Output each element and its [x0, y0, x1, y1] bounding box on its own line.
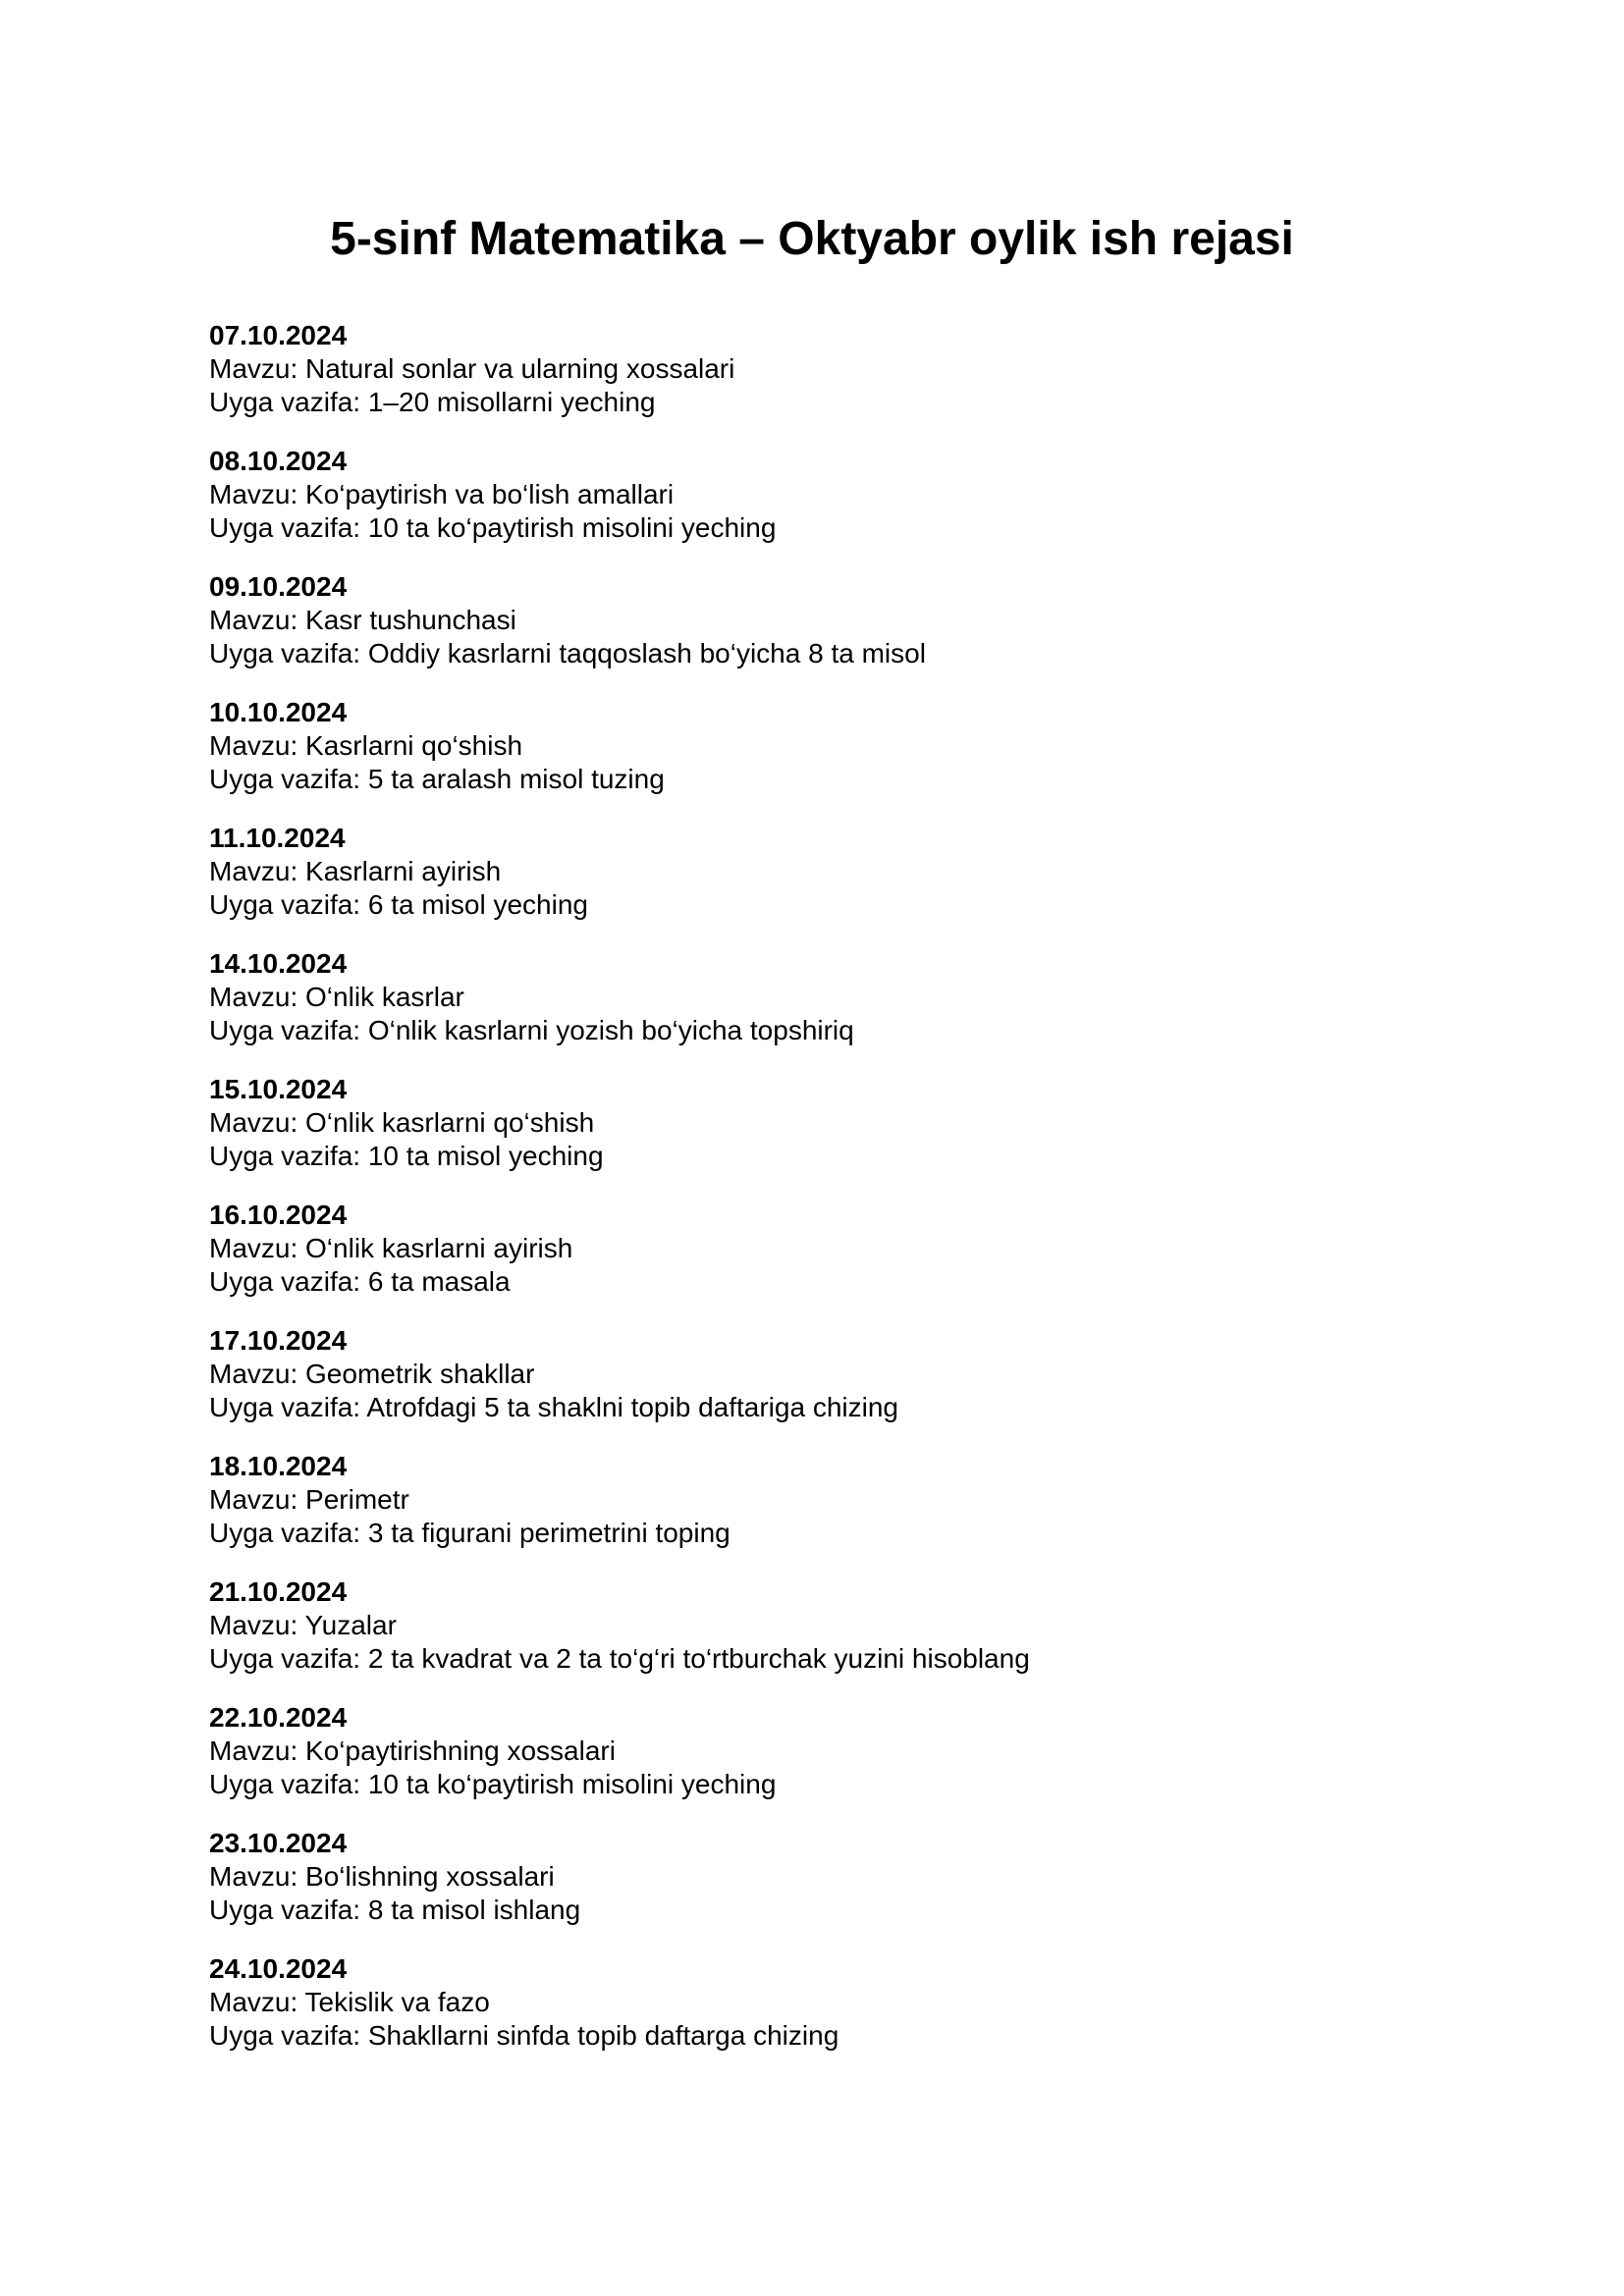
lesson-entry: [209, 696, 1427, 796]
entry-homework: Shakllarni sinfda topib daftarga chizing: [367, 2020, 839, 2051]
entry-topic: Ko‘paytirishning xossalari: [305, 1735, 616, 1766]
lesson-entry: [209, 1701, 1427, 1801]
entry-topic: O‘nlik kasrlarni qo‘shish: [305, 1107, 595, 1138]
lesson-entry: [209, 822, 1427, 922]
entry-topic-line: [209, 1860, 1427, 1894]
entry-date: 10.10.2024: [209, 697, 348, 727]
entry-date: 18.10.2024: [209, 1451, 348, 1481]
topic-label: Mavzu:: [209, 1735, 306, 1766]
lesson-entry: [209, 570, 1427, 670]
entry-homework-line: [209, 1140, 1427, 1173]
entry-homework: 6 ta misol yeching: [367, 889, 588, 920]
entry-topic-line: [209, 981, 1427, 1014]
entry-homework-line: [209, 763, 1427, 796]
entry-homework-line: [209, 1014, 1427, 1047]
entry-homework: 5 ta aralash misol tuzing: [367, 764, 665, 794]
entry-homework-line: [209, 2019, 1427, 2053]
entry-topic: Kasrlarni qo‘shish: [305, 730, 523, 761]
topic-label: Mavzu:: [209, 1107, 306, 1138]
entry-homework: 10 ta ko‘paytirish misolini yeching: [367, 1769, 777, 1799]
lesson-entry: [209, 1073, 1427, 1173]
topic-label: Mavzu:: [209, 730, 306, 761]
entry-homework: 10 ta misol yeching: [367, 1141, 604, 1171]
topic-label: Mavzu:: [209, 605, 306, 635]
entry-topic: Kasr tushunchasi: [305, 605, 516, 635]
lesson-entry: [209, 1575, 1427, 1676]
entry-homework: Atrofdagi 5 ta shaklni topib daftariga chizing: [366, 1392, 898, 1422]
entry-homework: 8 ta misol ishlang: [367, 1895, 581, 1925]
topic-label: Mavzu:: [209, 1484, 306, 1515]
lesson-entry: [209, 1199, 1427, 1299]
topic-label: Mavzu:: [209, 1987, 305, 2017]
entry-homework: O‘nlik kasrlarni yozish bo‘yicha topshiriq: [367, 1015, 854, 1045]
entry-topic-line: [209, 604, 1427, 637]
topic-label: Mavzu:: [209, 1233, 306, 1263]
homework-label: Uyga vazifa:: [209, 2020, 368, 2051]
homework-label: Uyga vazifa:: [209, 764, 368, 794]
entry-topic-line: [209, 1483, 1427, 1517]
homework-label: Uyga vazifa:: [209, 1266, 368, 1297]
entry-topic-line: [209, 1358, 1427, 1391]
entry-topic-line: [209, 1986, 1427, 2019]
entry-homework-line: [209, 386, 1427, 419]
entry-date: 17.10.2024: [209, 1325, 348, 1356]
entry-topic: Geometrik shakllar: [305, 1359, 535, 1389]
entry-topic: Yuzalar: [304, 1610, 397, 1640]
homework-label: Uyga vazifa:: [209, 1769, 368, 1799]
entry-topic: O‘nlik kasrlar: [305, 982, 464, 1012]
entry-topic-line: [209, 1735, 1427, 1768]
entry-date: 08.10.2024: [209, 446, 348, 476]
entry-date: 21.10.2024: [209, 1576, 348, 1607]
entry-date: 24.10.2024: [209, 1953, 348, 1984]
entry-homework-line: [209, 1642, 1427, 1676]
lesson-entries: [209, 319, 1427, 2078]
lesson-entry: [209, 947, 1427, 1047]
lesson-entry: [209, 1952, 1427, 2053]
entry-date: 15.10.2024: [209, 1074, 348, 1104]
topic-label: Mavzu:: [209, 479, 306, 509]
entry-topic-line: [209, 855, 1427, 888]
homework-label: Uyga vazifa:: [209, 889, 368, 920]
homework-label: Uyga vazifa:: [209, 1895, 368, 1925]
homework-label: Uyga vazifa:: [209, 1392, 367, 1422]
entry-topic-line: [209, 352, 1427, 386]
entry-date: 16.10.2024: [209, 1200, 348, 1230]
entry-topic-line: [209, 1106, 1427, 1140]
entry-homework: Oddiy kasrlarni taqqoslash bo‘yicha 8 ta misol: [367, 638, 926, 668]
homework-label: Uyga vazifa:: [209, 638, 368, 668]
lesson-entry: [209, 319, 1427, 419]
entry-topic-line: [209, 1609, 1427, 1642]
lesson-entry: [209, 1324, 1427, 1424]
entry-homework-line: [209, 1265, 1427, 1299]
entry-topic: Bo‘lishning xossalari: [305, 1861, 555, 1892]
homework-label: Uyga vazifa:: [209, 1643, 368, 1674]
entry-date: 23.10.2024: [209, 1828, 348, 1858]
entry-date: 07.10.2024: [209, 320, 348, 350]
topic-label: Mavzu:: [209, 856, 306, 886]
entry-date: 11.10.2024: [209, 823, 346, 853]
entry-homework-line: [209, 1894, 1427, 1927]
entry-topic-line: [209, 729, 1427, 763]
entry-homework-line: [209, 888, 1427, 922]
entry-topic-line: [209, 1232, 1427, 1265]
homework-label: Uyga vazifa:: [209, 387, 368, 417]
homework-label: Uyga vazifa:: [209, 1141, 368, 1171]
entry-date: 09.10.2024: [209, 571, 348, 602]
entry-homework: 10 ta ko‘paytirish misolini yeching: [367, 512, 777, 543]
homework-label: Uyga vazifa:: [209, 1015, 368, 1045]
entry-homework-line: [209, 511, 1427, 545]
topic-label: Mavzu:: [209, 1861, 306, 1892]
entry-date: 14.10.2024: [209, 948, 348, 979]
lesson-entry: [209, 445, 1427, 545]
topic-label: Mavzu:: [209, 1610, 305, 1640]
lesson-entry: [209, 1450, 1427, 1550]
entry-homework-line: [209, 637, 1427, 670]
entry-topic: O‘nlik kasrlarni ayirish: [305, 1233, 573, 1263]
entry-topic: Ko‘paytirish va bo‘lish amallari: [305, 479, 675, 509]
entry-topic: Natural sonlar va ularning xossalari: [305, 353, 735, 384]
homework-label: Uyga vazifa:: [209, 1518, 368, 1548]
topic-label: Mavzu:: [209, 982, 306, 1012]
homework-label: Uyga vazifa:: [209, 512, 368, 543]
entry-topic: Tekislik va fazo: [304, 1987, 490, 2017]
topic-label: Mavzu:: [209, 1359, 306, 1389]
lesson-entry: [209, 1827, 1427, 1927]
entry-homework-line: [209, 1517, 1427, 1550]
entry-homework: 3 ta figurani perimetrini toping: [367, 1518, 731, 1548]
entry-homework: 1–20 misollarni yeching: [367, 387, 656, 417]
topic-label: Mavzu:: [209, 353, 306, 384]
entry-date: 22.10.2024: [209, 1702, 348, 1733]
entry-topic-line: [209, 478, 1427, 511]
entry-homework: 6 ta masala: [367, 1266, 511, 1297]
document-title: 5-sinf Matematika – Oktyabr oylik ish rejasi: [330, 213, 1294, 265]
entry-homework: 2 ta kvadrat va 2 ta to‘g‘ri to‘rtburchak yuzini hisoblang: [367, 1643, 1030, 1674]
entry-homework-line: [209, 1391, 1427, 1424]
entry-homework-line: [209, 1768, 1427, 1801]
entry-topic: Perimetr: [305, 1484, 409, 1515]
entry-topic: Kasrlarni ayirish: [305, 856, 502, 886]
